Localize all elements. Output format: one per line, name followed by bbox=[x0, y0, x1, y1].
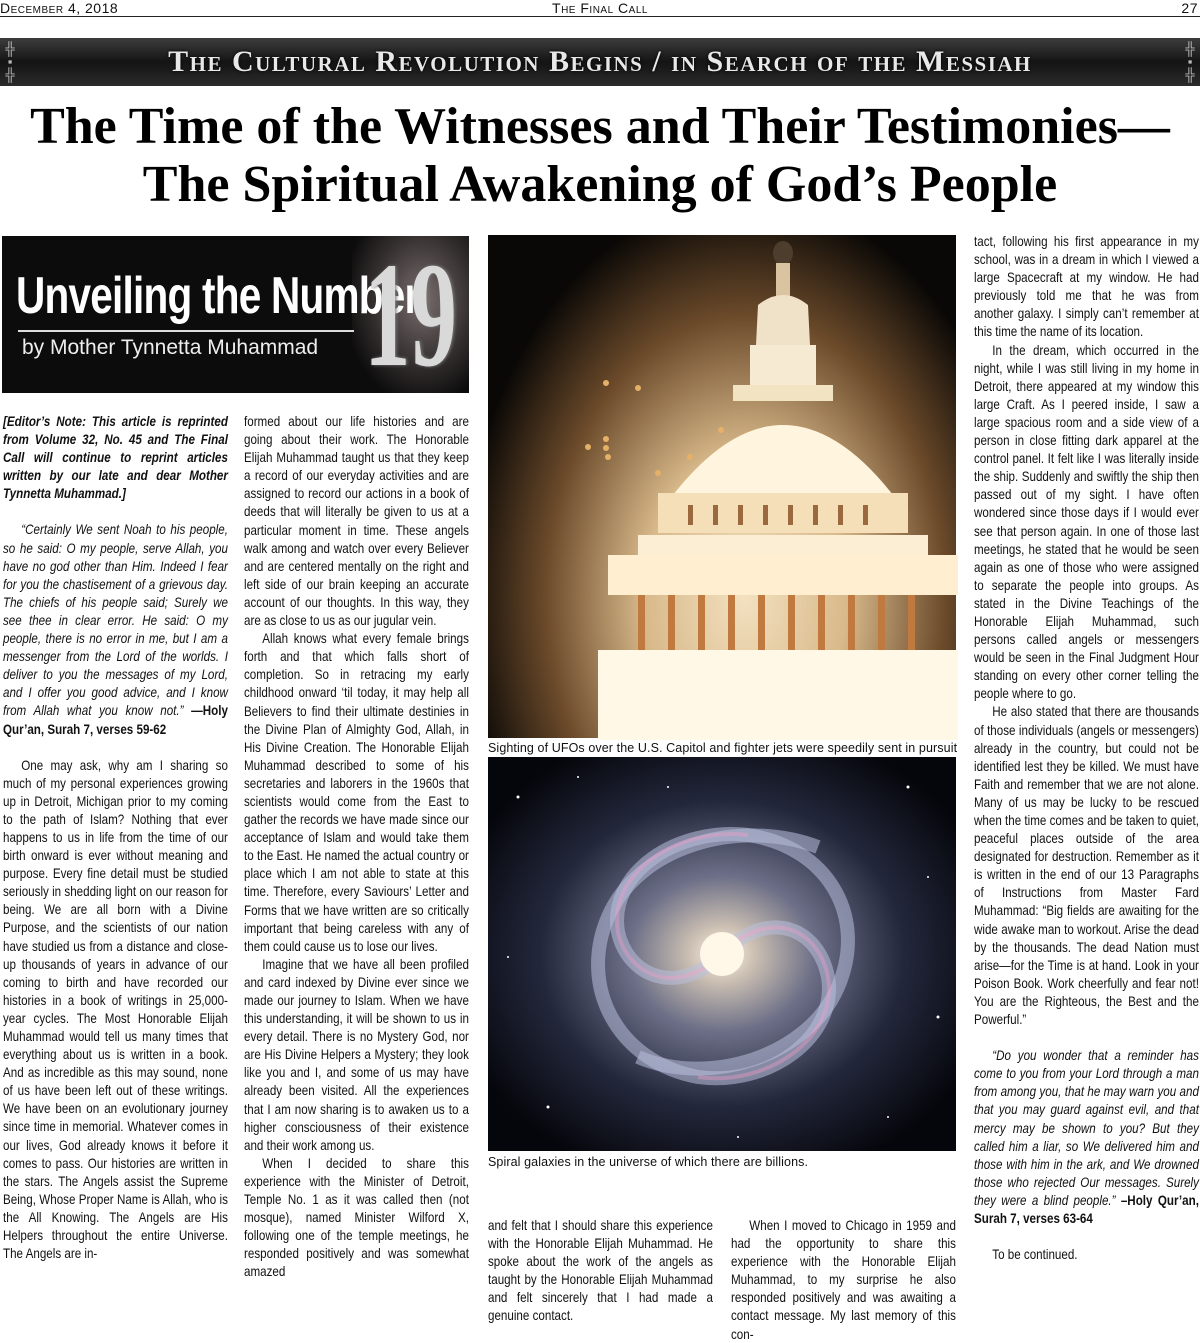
editor-note: [Editor’s Note: This article is reprinted from Volume 32, No. 45 and The Final Call will continue to reprint articles written by our late and dear Mother Tynnetta Muhammad.] bbox=[3, 413, 228, 502]
article-column-1 bbox=[3, 412, 228, 1262]
capitol-illustration bbox=[488, 235, 956, 738]
galaxy-photo-caption: Spiral galaxies in the universe of which there are billions. bbox=[488, 1155, 809, 1169]
headline-line-1: The Time of the Witnesses and Their Testimonies— bbox=[30, 98, 1170, 155]
logo-title: Unveiling the Number bbox=[16, 267, 420, 325]
paragraph: He also stated that there are thousands of those individuals (angels or messengers) already in the country, but could not be identified lest they be killed. We must have Faith and remember that we are not alone. Many of us may be lucky to be rescued when the time comes and be taken to quiet, peaceful places outside of the area designated for destruction. Remember as it is written in the end of our 13 Paragraphs of Instructions from Master Fard Muhammad: “Big fields are awaiting for the wide awake man to workout. Arise the dead by the thousands. The dead Nation must arise—for the Time is at hand. Look in your Poison Book. Work cheerfully and fear not! You are the Righteous, the Best and the Powerful.” bbox=[974, 703, 1199, 1028]
quote-source: —Holy Qur’an, Surah 7, verses 59-62 bbox=[3, 702, 228, 737]
paragraph: Imagine that we have all been profiled and card indexed by Divine ever since we made our journey to Islam. When we have this understanding, it will be shown to us in every detail. There is no Mystery God, nor are His Divine Helpers a Mystery; they look like you and I, and some of us may have already been visited. All the experiences that I am now sharing is to awaken us to a higher consciousness of their existence and their work among us. bbox=[244, 955, 469, 1153]
paragraph: When I moved to Chicago in 1959 and had the opportunity to share this experience with the Honorable Elijah Muhammad, to my surprise he also responded positively and was awaiting a contact message. My last memory of this con- bbox=[731, 1217, 956, 1342]
paragraph: and felt that I should share this experience with the Honorable Elijah Muhammad. He spoke about the work of the angels as taught by the Honorable Elijah Muhammad and felt sincerely that I had made a genuine contact. bbox=[488, 1217, 713, 1324]
paragraph: tact, following his first appearance in my school, was in a dream in which I viewed a large Spacecraft at my window. He had previously told me that he was from another galaxy. I simply can’t remember at this time the name of its location. bbox=[974, 233, 1199, 340]
page-header bbox=[0, 0, 1200, 17]
galaxy-illustration bbox=[488, 757, 956, 1151]
banner-ornament-right-icon: ╬ ▪ ╬ bbox=[1185, 41, 1195, 82]
section-banner bbox=[0, 38, 1200, 86]
to-be-continued: To be continued. bbox=[992, 1246, 1078, 1263]
logo-rule bbox=[18, 330, 354, 332]
paragraph: formed about our life histories and are going about their work. The Honorable Elijah Muhammad taught us that they keep a record of our everyday activities and are assigned to record our actions in a book of deeds that will literally be given to us at a particular moment in time. These angels walk among and watch over every Believer and are centered mentally on the right and left side of our brain keeping an accurate account of our thoughts. In this way, they are as close to us as our jugular vein. bbox=[244, 413, 469, 629]
quote-text: “Do you wonder that a reminder has come to you from your Lord through a man from among you, that he may warn you and that you may guard against evil, and that mercy may be shown to you? But they called him a liar, so We delivered him and those with him in the ark, and We drowned those who rejected Our messages. Surely they were a blind people.” bbox=[974, 1047, 1199, 1208]
article-column-2 bbox=[244, 412, 469, 1281]
page-number: 27 bbox=[1181, 0, 1198, 16]
article-headline bbox=[0, 98, 1200, 214]
spiral-galaxy-photo bbox=[488, 757, 956, 1151]
paragraph: In the dream, which occurred in the night, while I was still living in my home in Detroit, there appeared at my window this large Craft. As I peered inside, I saw a large spacious room and a side view of a person in close fitting dark apparel at the control panel. It felt like I was literally inside the ship. Suddenly and swiftly the ship then passed out of my sight. I have often wondered since those days if I would ever see that person again. In one of those last meetings, he stated that he would be seen again as one of those who were assigned to separate the people into groups. As stated in the Divine Teachings of the Honorable Elijah Muhammad, such persons called angels or messengers would be seen in the Final Judgment Hour standing on every other corner telling the people where to go. bbox=[974, 341, 1199, 702]
banner-ornament-left-icon: ╬ ▪ ╬ bbox=[5, 41, 15, 82]
headline-line-2: The Spiritual Awakening of God’s People bbox=[142, 156, 1058, 213]
paragraph: Allah knows what every female brings forth and that which falls short of completion. So in retracing my early childhood onward ‘til today, it may help all Believers to find their ultimate destinies in the Divine Plan of Almighty God, Allah, in His Divine Creation. The Honorable Elijah Muhammad described to some of his secretaries and laborers in the 1960s that scientists would come from the East to gather the records we have made since our acceptance of Islam and would take them to the East. He named the actual country or place which I am not able to state at this time. Therefore, every Saviours’ Letter and Forms that we have written are so critically important that being careless with any of them could cause us to lose our lives. bbox=[244, 630, 469, 954]
paragraph: One may ask, why am I sharing so much of my personal experiences growing up in Detroit, Michigan prior to my coming to the path of Islam? Nothing that ever happens to us in life from the time of our birth onward is ever without meaning and purpose. Every fine detail must be studied seriously in shedding light on our reason for being. We are all born with a Divine Purpose, and the scientists of our nation have studied us from a distance and close-up thousands of years in advance of our coming to birth and have recorded our histories in a book of writings in 25,000-year cycles. The Most Honorable Elijah Muhammad would tell us many times that everything about us is written in a book. And as incredible as this may sound, none of us have been left out of these writings. We have been on an evolutionary journey since time in memorial. Whatever comes in our lives, God already knows it before it comes to pass. Our histories are written in the stars. The Angels assist the Supreme Being, Whose Proper Name is Allah, who is the All Knowing. The Angels are His Helpers throughout the entire Universe. The Angels are in- bbox=[3, 756, 228, 1262]
issue-date: December 4, 2018 bbox=[0, 0, 119, 16]
caption-text: Sighting of UFOs over the U.S. Capitol and fighter jets were speedily sent in pursuit bbox=[488, 741, 958, 755]
article-column-4 bbox=[731, 1216, 956, 1343]
newspaper-name: The Final Call bbox=[552, 0, 648, 16]
paragraph: When I decided to share this experience with the Minister of Detroit, Temple No. 1 as it was called then (not mosque), named Minister Wilford X, following one of the temple meetings, he responded positively and was somewhat amazed bbox=[244, 1154, 469, 1280]
logo-number: 19 bbox=[364, 232, 457, 398]
closing-quote bbox=[974, 1046, 1199, 1227]
article-column-5 bbox=[974, 232, 1199, 1263]
column-logo bbox=[2, 232, 469, 398]
banner-title: The Cultural Revolution Begins / in Search of the Messiah bbox=[168, 45, 1032, 78]
quote-source: –Holy Qur’an, Surah 7, verses 63-64 bbox=[974, 1191, 1199, 1226]
capitol-ufo-photo bbox=[488, 235, 956, 738]
opening-quote bbox=[3, 520, 228, 737]
quote-text: “Certainly We sent Noah to his people, so he said: O my people, serve Allah, you have no god other than Him. Indeed I fear for you the chastisement of a grievous day. The chiefs of his people said; Surely we see thee in clear error. He said: O my people, there is no error in me, but I am a messenger from the Lord of the worlds. I deliver to you the messages of my Lord, and I offer you good advice, and I know from Allah what you know not.” bbox=[3, 521, 228, 719]
article-column-3 bbox=[488, 1216, 713, 1325]
logo-byline: by Mother Tynnetta Muhammad bbox=[22, 336, 319, 359]
